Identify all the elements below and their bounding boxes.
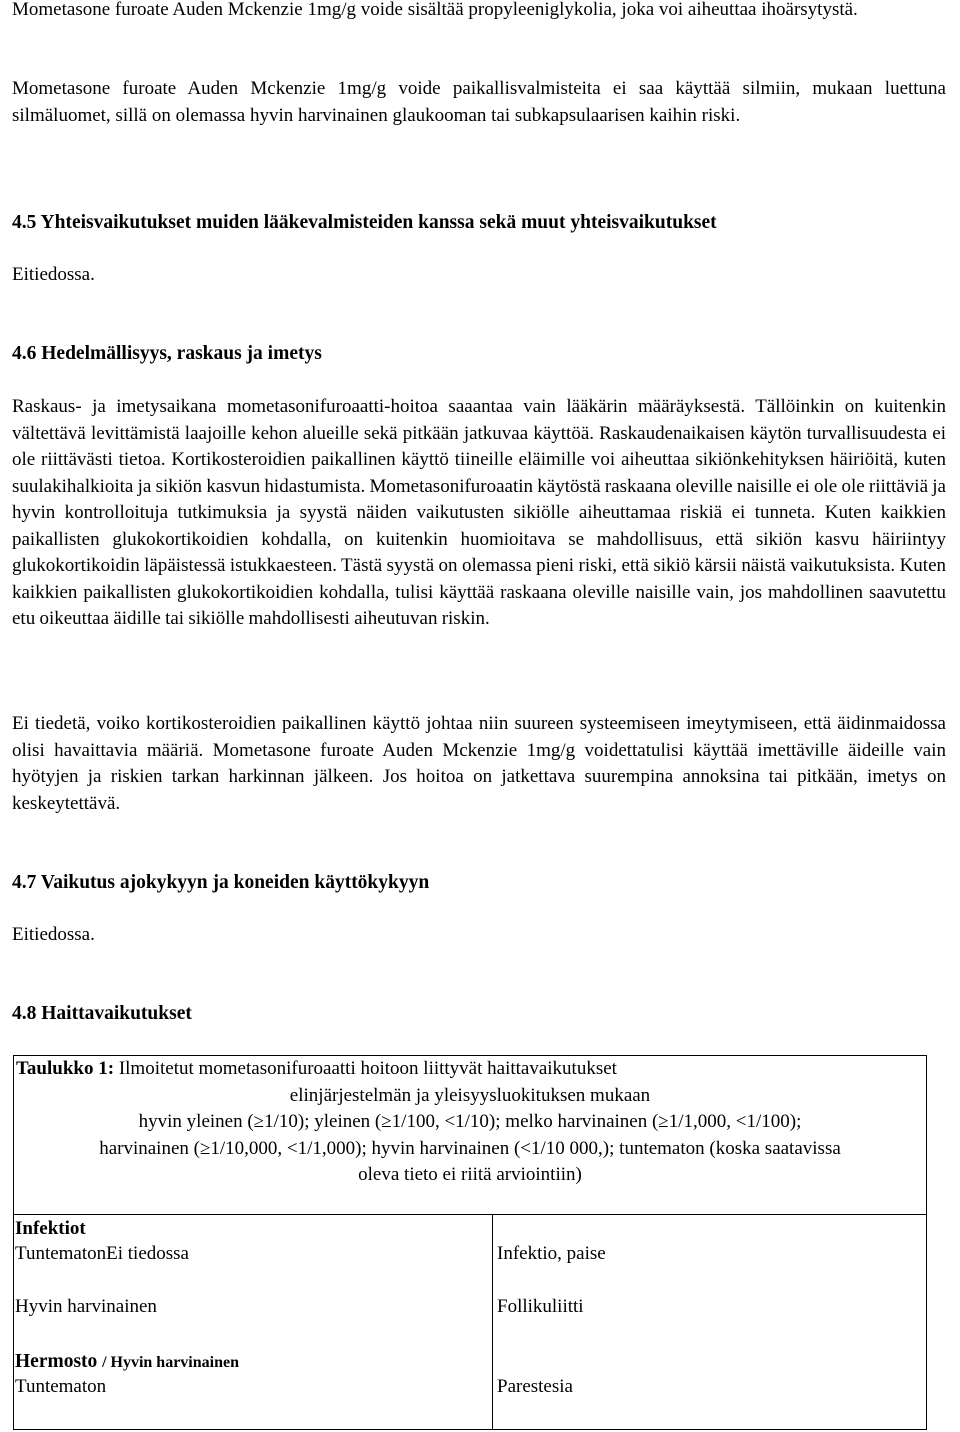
paragraph-pregnancy: Raskaus- ja imetysaikana mometasonifuroaatti-hoitoa saaantaa vain lääkärin määräyksestä. Tällöinkin on kuitenkin vältettävä levittämistä laajoille kehon alueille sekä pitkään jatkuvaa käyttöä. Raskaudenaikaisen käytön turvallisuudesta ei ole riittävästi tietoa. Kortikosteroidien paikallinen käyttö tiineille eläimille voi aiheuttaa sikiönkehityksen häiriöitä, kuten suulakihalkioita ja sikiön kasvun hidastumista. Mometasonifuroaatin käytöstä raskaana oleville naisille ei ole ole riittäviä ja hyvin kontrolloituja tutkimuksia ja syystä näiden vaikutusten sikiölle aiheuttamaa riskiä ei tunneta. Kuten kaikkien paikallisten glukokortikoidien kohdalla, on kuitenkin huomioitava se mahdollisuus, että sikiön kasvu häiriintyy glukokortikoidin läpäistessä istukkaesteen. Tästä syystä on olemassa pieni riski, että sikiö kärsii näistä vaikutuksista. Kuten kaikkien paikallisten glukokortikoidien kohdalla, tulisi käyttää raskaana oleville naisille vain, jos mahdollinen saavutettu etu oikeuttaa äidille tai sikiölle mahdollisesti aiheutuvan riskin.: [12, 396, 946, 629]
adverse-effects-table: [13, 1055, 927, 1430]
table-left-column: [14, 1215, 493, 1429]
effect-folliculitis: Follikuliitti: [497, 1296, 584, 1317]
heading-4-7: 4.7 Vaikutus ajokykyyn ja koneiden käyttökykyyn: [12, 872, 430, 893]
paragraph-eye-warning: Mometasone furoate Auden Mckenzie 1mg/g voide paikallisvalmisteita ei saa käyttää silmiin, mukaan luettuna silmäluomet, sillä on olemassa hyvin harvinainen glaukooman tai subkapsulaarisen kaihin riski.: [12, 78, 946, 126]
table-caption-line1: Ilmoitetut mometasonifuroaatti hoitoon liittyvät haittavaikutukset: [118, 1058, 617, 1079]
heading-4-6: 4.6 Hedelmällisyys, raskaus ja imetys: [12, 343, 322, 364]
table-caption-line4: harvinainen (≥1/10,000, <1/1,000); hyvin harvinainen (<1/10 000,); tuntematon (koska saatavissa: [99, 1137, 841, 1159]
text-4-5: Eitiedossa.: [12, 264, 95, 285]
table-caption-line2: elinjärjestelmän ja yleisyysluokituksen mukaan: [289, 1084, 651, 1106]
table-caption-line5: oleva tieto ei riitä arviointiin): [358, 1164, 582, 1185]
frequency-unknown-2: Tuntematon: [15, 1376, 107, 1397]
paragraph-breastfeeding: Ei tiedetä, voiko kortikosteroidien paikallinen käyttö johtaa niin suureen systeemiseen imeytymiseen, että äidinmaidossa olisi havaittavia määriä. Mometasone furoate Auden Mckenzie 1mg/g voidettatulisi käyttää imettäville äideille vain hyötyjen ja riskien tarkan harkinnan jälkeen. Jos hoitoa on jatkettava suurempina annoksina tai pitkään, imetys on keskeytettävä.: [12, 713, 946, 814]
effect-paresthesia: Parestesia: [497, 1376, 573, 1397]
paragraph-propylene-glycol: Mometasone furoate Auden Mckenzie 1mg/g voide sisältää propyleeniglykolia, joka voi aiheuttaa ihoärsytystä.: [12, 0, 858, 20]
table-caption-line3: hyvin yleinen (≥1/10); yleinen (≥1/100, <1/10); melko harvinainen (≥1/1,000, <1/100);: [138, 1111, 802, 1132]
effect-infection: Infektio, paise: [497, 1243, 606, 1264]
heading-4-8: 4.8 Haittavaikutukset: [12, 1003, 192, 1024]
heading-4-5: 4.5 Yhteisvaikutukset muiden lääkevalmisteiden kanssa sekä muut yhteisvaikutukset: [12, 212, 717, 233]
frequency-unknown: TuntematonEi tiedossa: [15, 1243, 189, 1264]
group-infections: Infektiot: [15, 1218, 86, 1239]
table-caption: [14, 1056, 926, 1215]
frequency-very-rare: Hyvin harvinainen: [15, 1296, 157, 1317]
group-nervous-system: Hermosto / Hyvin harvinainen: [15, 1351, 239, 1372]
text-4-7: Eitiedossa.: [12, 924, 95, 945]
table-caption-label: Taulukko 1:: [16, 1058, 115, 1079]
table-body: [14, 1215, 926, 1429]
